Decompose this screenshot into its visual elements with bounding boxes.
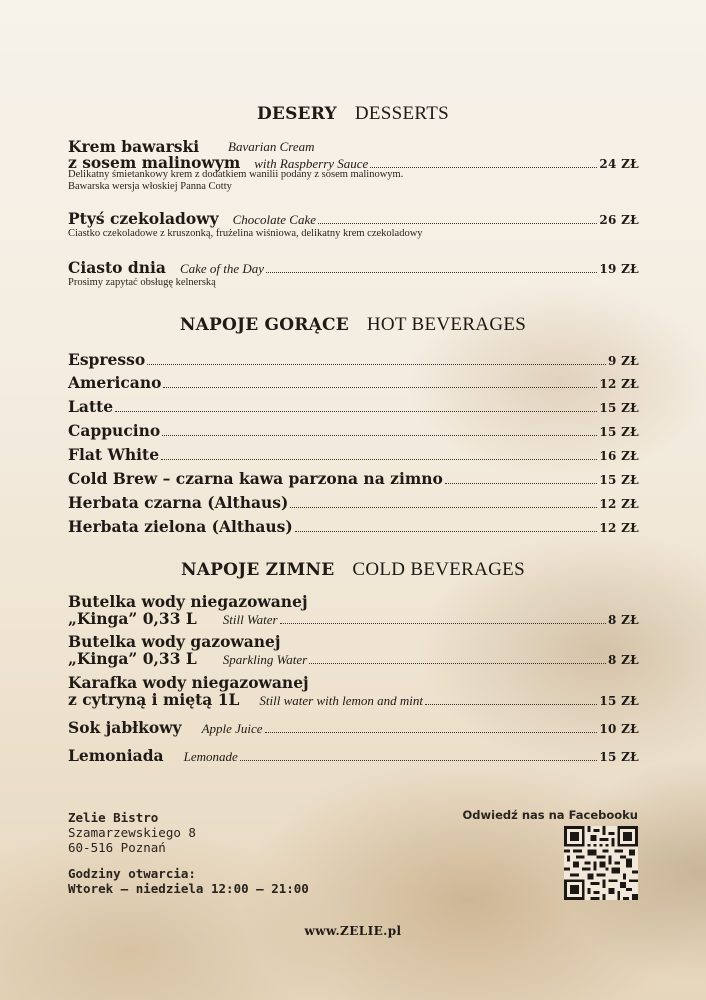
- cold-item-1-name-line1: Butelka wody niegazowanej: [68, 592, 308, 611]
- cold-item-2-name-line1: Butelka wody gazowanej: [68, 632, 281, 651]
- cold-item-5-en: Lemonade: [183, 749, 238, 764]
- leader-dots: [266, 272, 597, 273]
- hot-item-4-name: Cappucino: [68, 421, 161, 440]
- dessert-item-1-desc-line2: Bawarska wersja włoskiej Panna Cotty: [68, 181, 232, 192]
- cold-item-2-price: 8 ZŁ: [607, 653, 639, 667]
- leader-dots: [295, 531, 598, 532]
- dessert-item-1-price: 24 ZŁ: [599, 157, 639, 171]
- leader-dots: [163, 387, 597, 388]
- hot-item-7-name: Herbata czarna (Althaus): [68, 493, 289, 512]
- leader-dots: [280, 623, 606, 624]
- dessert-item-2: [68, 209, 639, 228]
- opening-hours: [68, 866, 309, 896]
- dessert-item-3: [68, 258, 639, 277]
- dessert-item-1-en-line2: with Raspberry Sauce: [254, 156, 369, 171]
- dessert-item-3-desc: Prosimy zapytać obsługę kelnerską: [68, 277, 216, 288]
- cold-item-4-price: 10 ZŁ: [599, 722, 639, 736]
- hot-item-5-price: 16 ZŁ: [599, 449, 639, 463]
- cold-item-3-price: 15 ZŁ: [599, 694, 639, 708]
- hot-item-2-name: Americano: [68, 373, 162, 392]
- facebook-label[interactable]: Odwiedź nas na Facebooku: [462, 808, 638, 822]
- leader-dots: [162, 435, 597, 436]
- hot-item-1-price: 9 ZŁ: [607, 354, 639, 368]
- cold-item-2-en: Sparkling Water: [222, 652, 308, 667]
- dessert-item-1-desc-line1: Delikatny śmietankowy krem z dodatkiem wanilii podany z sosem malinowym.: [68, 169, 404, 180]
- hot-item-8: [68, 517, 639, 536]
- cold-item-3-name-line2: z cytryną i miętą 1L: [68, 690, 240, 709]
- leader-dots: [445, 483, 598, 484]
- leader-dots: [147, 364, 606, 365]
- dessert-item-3-name: Ciasto dnia: [68, 258, 166, 277]
- dessert-item-2-desc: Ciastko czekoladowe z kruszonką, frużelina wiśniowa, delikatny krem czekoladowy: [68, 228, 423, 239]
- leader-dots: [161, 459, 597, 460]
- leader-dots: [240, 760, 598, 761]
- cold-heading-pl: NAPOJE ZIMNE: [181, 560, 335, 580]
- opening-hours-value: Wtorek – niedziela 12:00 – 21:00: [68, 881, 309, 896]
- leader-dots: [309, 663, 606, 664]
- address-block: [68, 810, 196, 855]
- address-city: 60-516 Poznań: [68, 840, 166, 855]
- opening-hours-label: Godziny otwarcia:: [68, 866, 196, 881]
- hot-item-4-price: 15 ZŁ: [599, 425, 639, 439]
- hot-item-7: [68, 493, 639, 512]
- cold-item-5-name: Lemoniada: [68, 746, 164, 765]
- cold-item-1-price: 8 ZŁ: [607, 613, 639, 627]
- hot-item-8-price: 12 ZŁ: [599, 521, 639, 535]
- address-street: Szamarzewskiego 8: [68, 825, 196, 840]
- bistro-name: Zelie Bistro: [68, 810, 159, 825]
- leader-dots: [318, 223, 597, 224]
- hot-item-2-price: 12 ZŁ: [599, 377, 639, 391]
- desserts-heading-pl: DESERY: [256, 104, 337, 124]
- hot-item-3: [68, 397, 639, 416]
- dessert-item-1-name-line1: Krem bawarski: [68, 137, 200, 156]
- cold-heading-en: COLD BEVERAGES: [352, 559, 525, 580]
- hot-item-1: [68, 350, 639, 369]
- cold-item-2-name-line2: „Kinga” 0,33 L: [68, 649, 197, 668]
- hot-item-6-name: Cold Brew – czarna kawa parzona na zimno: [68, 469, 443, 488]
- hot-item-6: [68, 469, 639, 488]
- leader-dots: [425, 704, 597, 705]
- cold-item-5-price: 15 ZŁ: [599, 750, 639, 764]
- hot-item-5: [68, 445, 639, 464]
- hot-item-4: [68, 421, 639, 440]
- hot-item-7-price: 12 ZŁ: [599, 497, 639, 511]
- dessert-item-1-desc: [68, 169, 403, 193]
- hot-item-1-name: Espresso: [68, 350, 146, 369]
- leader-dots: [370, 167, 597, 168]
- cold-item-3-name-line1: Karafka wody niegazowanej: [68, 673, 309, 692]
- dessert-item-1-name-line2: z sosem malinowym: [68, 153, 241, 172]
- hot-heading-pl: NAPOJE GORĄCE: [179, 315, 349, 335]
- cold-item-2: [68, 649, 639, 668]
- cold-item-1: [68, 609, 639, 628]
- cold-item-3: [68, 690, 639, 709]
- cold-item-3-en: Still water with lemon and mint: [259, 693, 423, 708]
- dessert-item-1-en-line1: Bavarian Cream: [228, 139, 315, 154]
- cold-item-4-en: Apple Juice: [201, 721, 263, 736]
- dessert-item-2-name: Ptyś czekoladowy: [68, 209, 219, 228]
- desserts-heading: [0, 103, 706, 125]
- dessert-item-2-price: 26 ZŁ: [599, 213, 639, 227]
- leader-dots: [290, 507, 597, 508]
- desserts-heading-en: DESSERTS: [354, 103, 450, 124]
- hot-item-3-price: 15 ZŁ: [599, 401, 639, 415]
- qr-code-icon[interactable]: [564, 826, 638, 900]
- leader-dots: [115, 411, 597, 412]
- dessert-item-3-en: Cake of the Day: [179, 261, 265, 276]
- dessert-item-3-price: 19 ZŁ: [599, 262, 639, 276]
- cold-item-4: [68, 718, 639, 737]
- cold-item-5: [68, 746, 639, 765]
- cold-item-1-name-line2: „Kinga” 0,33 L: [68, 609, 197, 628]
- hot-item-6-price: 15 ZŁ: [599, 473, 639, 487]
- dessert-item-2-en: Chocolate Cake: [232, 212, 316, 227]
- hot-heading-en: HOT BEVERAGES: [366, 314, 527, 335]
- hot-item-8-name: Herbata zielona (Althaus): [68, 517, 293, 536]
- hot-heading: [0, 314, 706, 336]
- hot-item-3-name: Latte: [68, 397, 114, 416]
- cold-item-4-name: Sok jabłkowy: [68, 718, 182, 737]
- website-link[interactable]: www.ZELIE.pl: [304, 924, 402, 938]
- hot-item-2: [68, 373, 639, 392]
- hot-item-5-name: Flat White: [68, 445, 160, 464]
- leader-dots: [265, 732, 598, 733]
- cold-heading: [0, 559, 706, 581]
- cold-item-1-en: Still Water: [222, 612, 278, 627]
